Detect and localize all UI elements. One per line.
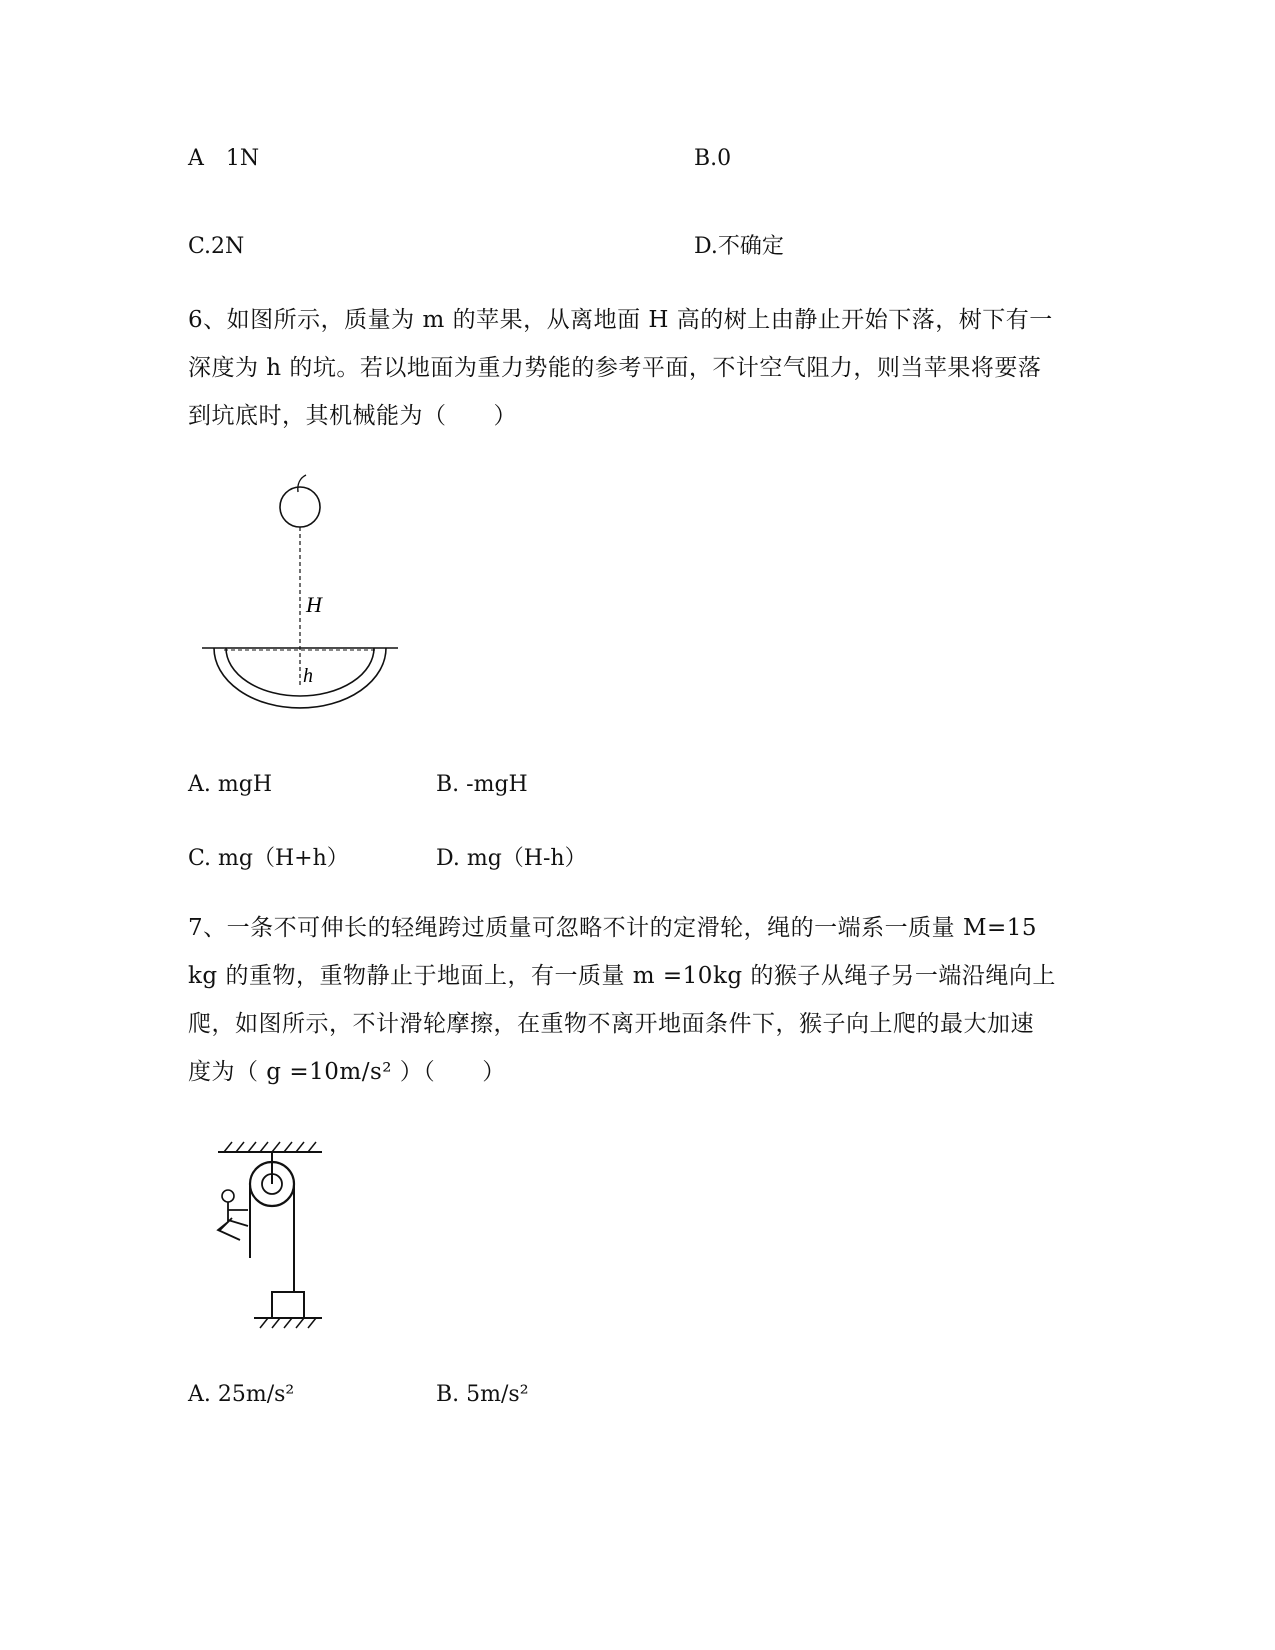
option-a: A. mgH xyxy=(188,772,273,797)
monkey-icon xyxy=(218,1190,248,1240)
question-7-line: 爬，如图所示，不计滑轮摩擦，在重物不离开地面条件下，猴子向上爬的最大加速 xyxy=(188,1011,1034,1037)
option-c: C.2N xyxy=(188,234,245,259)
ground xyxy=(254,1318,322,1328)
question-6-line: 深度为 h 的坑。若以地面为重力势能的参考平面，不计空气阻力，则当苹果将要落 xyxy=(188,355,1042,381)
pulley-monkey-figure xyxy=(210,1130,340,1350)
question-6-line: 6、如图所示，质量为 m 的苹果，从离地面 H 高的树上由静止开始下落，树下有一 xyxy=(188,307,1053,333)
option-d: D.不确定 xyxy=(694,234,784,259)
option-b: B. 5m/s² xyxy=(436,1382,529,1407)
question-7-text xyxy=(188,904,1088,1096)
option-a: A. 25m/s² xyxy=(188,1382,295,1407)
option-b: B.0 xyxy=(694,146,732,171)
question-7-line: kg 的重物，重物静止于地面上，有一质量 m =10kg 的猴子从绳子另一端沿绳向上 xyxy=(188,963,1056,989)
option-d: D. mg（H-h） xyxy=(436,846,587,871)
question-6-text xyxy=(188,296,1088,440)
question-7-line: 度为（ g =10m/s² ）（ ） xyxy=(188,1059,506,1085)
option-b: B. -mgH xyxy=(436,772,528,797)
question-6-line: 到坑底时，其机械能为（ ） xyxy=(188,403,517,429)
label-H: H xyxy=(306,592,322,617)
weight-block xyxy=(272,1292,304,1318)
option-c: C. mg（H+h） xyxy=(188,846,349,871)
option-a: A 1N xyxy=(188,146,260,171)
question-7-line: 7、一条不可伸长的轻绳跨过质量可忽略不计的定滑轮，绳的一端系一质量 M=15 xyxy=(188,915,1038,941)
ceiling xyxy=(218,1142,322,1152)
label-h: h xyxy=(303,665,313,687)
apple-pit-figure xyxy=(190,470,410,740)
apple-icon xyxy=(280,475,320,527)
